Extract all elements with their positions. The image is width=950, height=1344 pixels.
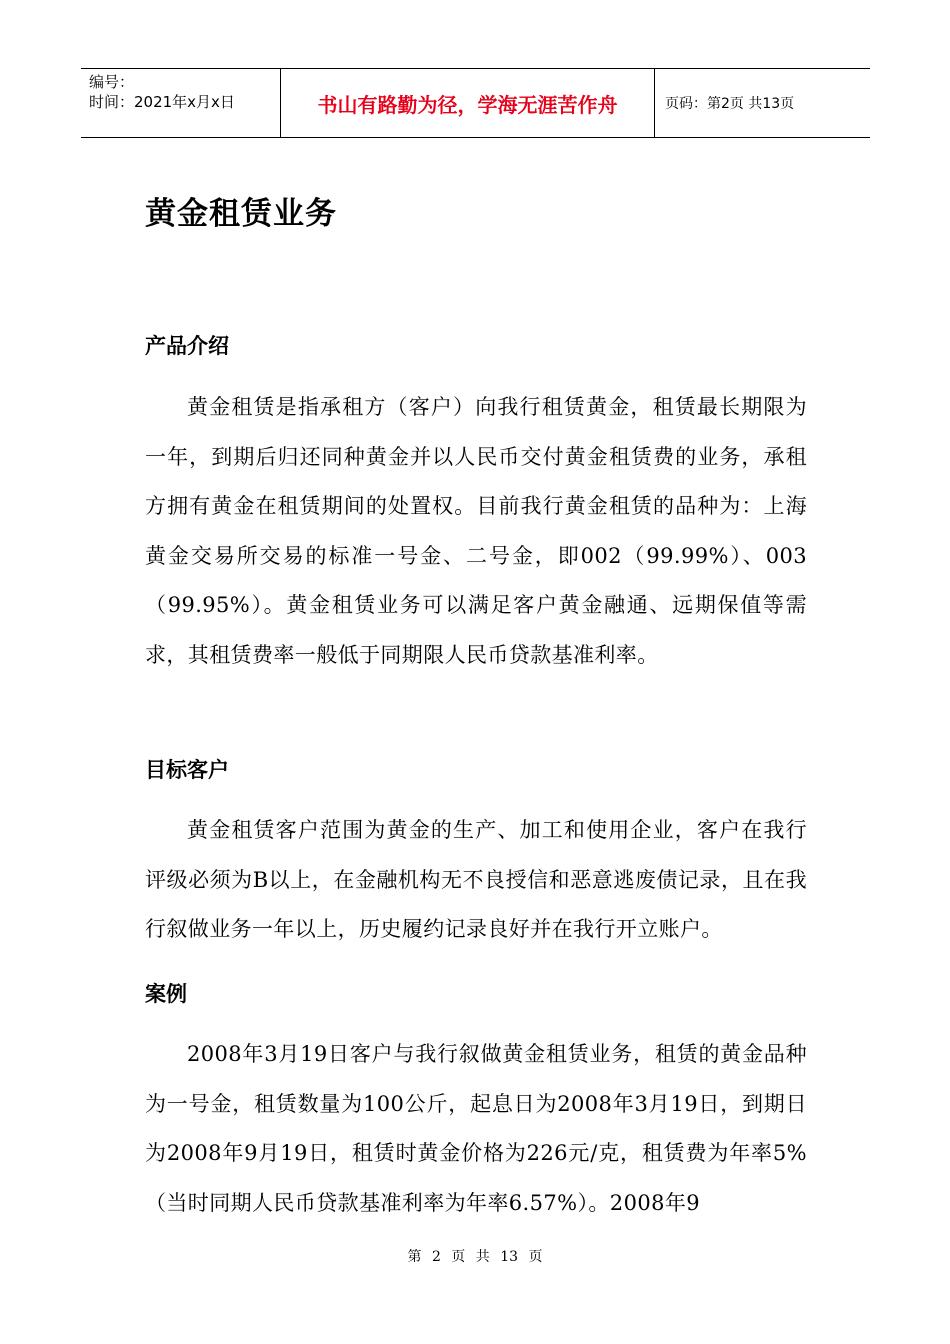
section-heading-product-intro: 产品介绍 [145, 334, 229, 358]
document-title: 黄金租赁业务 [145, 196, 337, 232]
section-body-target-clients: 黄金租赁客户范围为黄金的生产、加工和使用企业，客户在我行评级必须为B以上，在金融机构无不良授信和恶意逃废债记录，且在我行叙做业务一年以上，历史履约记录良好并在我行开立账户。 [145, 818, 807, 941]
header-motto-cell [281, 69, 655, 137]
header-meta-cell [81, 69, 281, 137]
section-body-case: 2008年3月19日客户与我行叙做黄金租赁业务，租赁的黄金品种为一号金，租赁数量为100公斤，起息日为2008年3月19日，到期日为2008年9月19日，租赁时黄金价格为226元/克，租赁费为年率5%（当时同期人民币贷款基准利率为年率6.57%）。2008年9 [145, 1042, 807, 1215]
section-body-product-intro: 黄金租赁是指承租方（客户）向我行租赁黄金，租赁最长期限为一年，到期后归还同种黄金并以人民币交付黄金租赁费的业务，承租方拥有黄金在租赁期间的处置权。目前我行黄金租赁的品种为：上海黄金交易所交易的标准一号金、二号金，即002（99.99%）、003（99.95%）。黄金租赁业务可以满足客户黄金融通、远期保值等需求，其租赁费率一般低于同期限人民币贷款基准利率。 [145, 395, 807, 667]
page-info: 页码：第2页 共13页 [665, 96, 795, 112]
header-page-cell [655, 69, 870, 137]
section-heading-target-clients: 目标客户 [145, 758, 229, 782]
section-heading-case: 案例 [145, 982, 187, 1006]
time-label: 时间：2021年x月x日 [89, 93, 235, 111]
page-footer: 第 2 页 共 13 页 [407, 1249, 543, 1265]
number-label: 编号： [89, 73, 135, 91]
motto-text: 书山有路勤为径，学海无涯苦作舟 [317, 92, 618, 117]
page-header [81, 68, 870, 138]
